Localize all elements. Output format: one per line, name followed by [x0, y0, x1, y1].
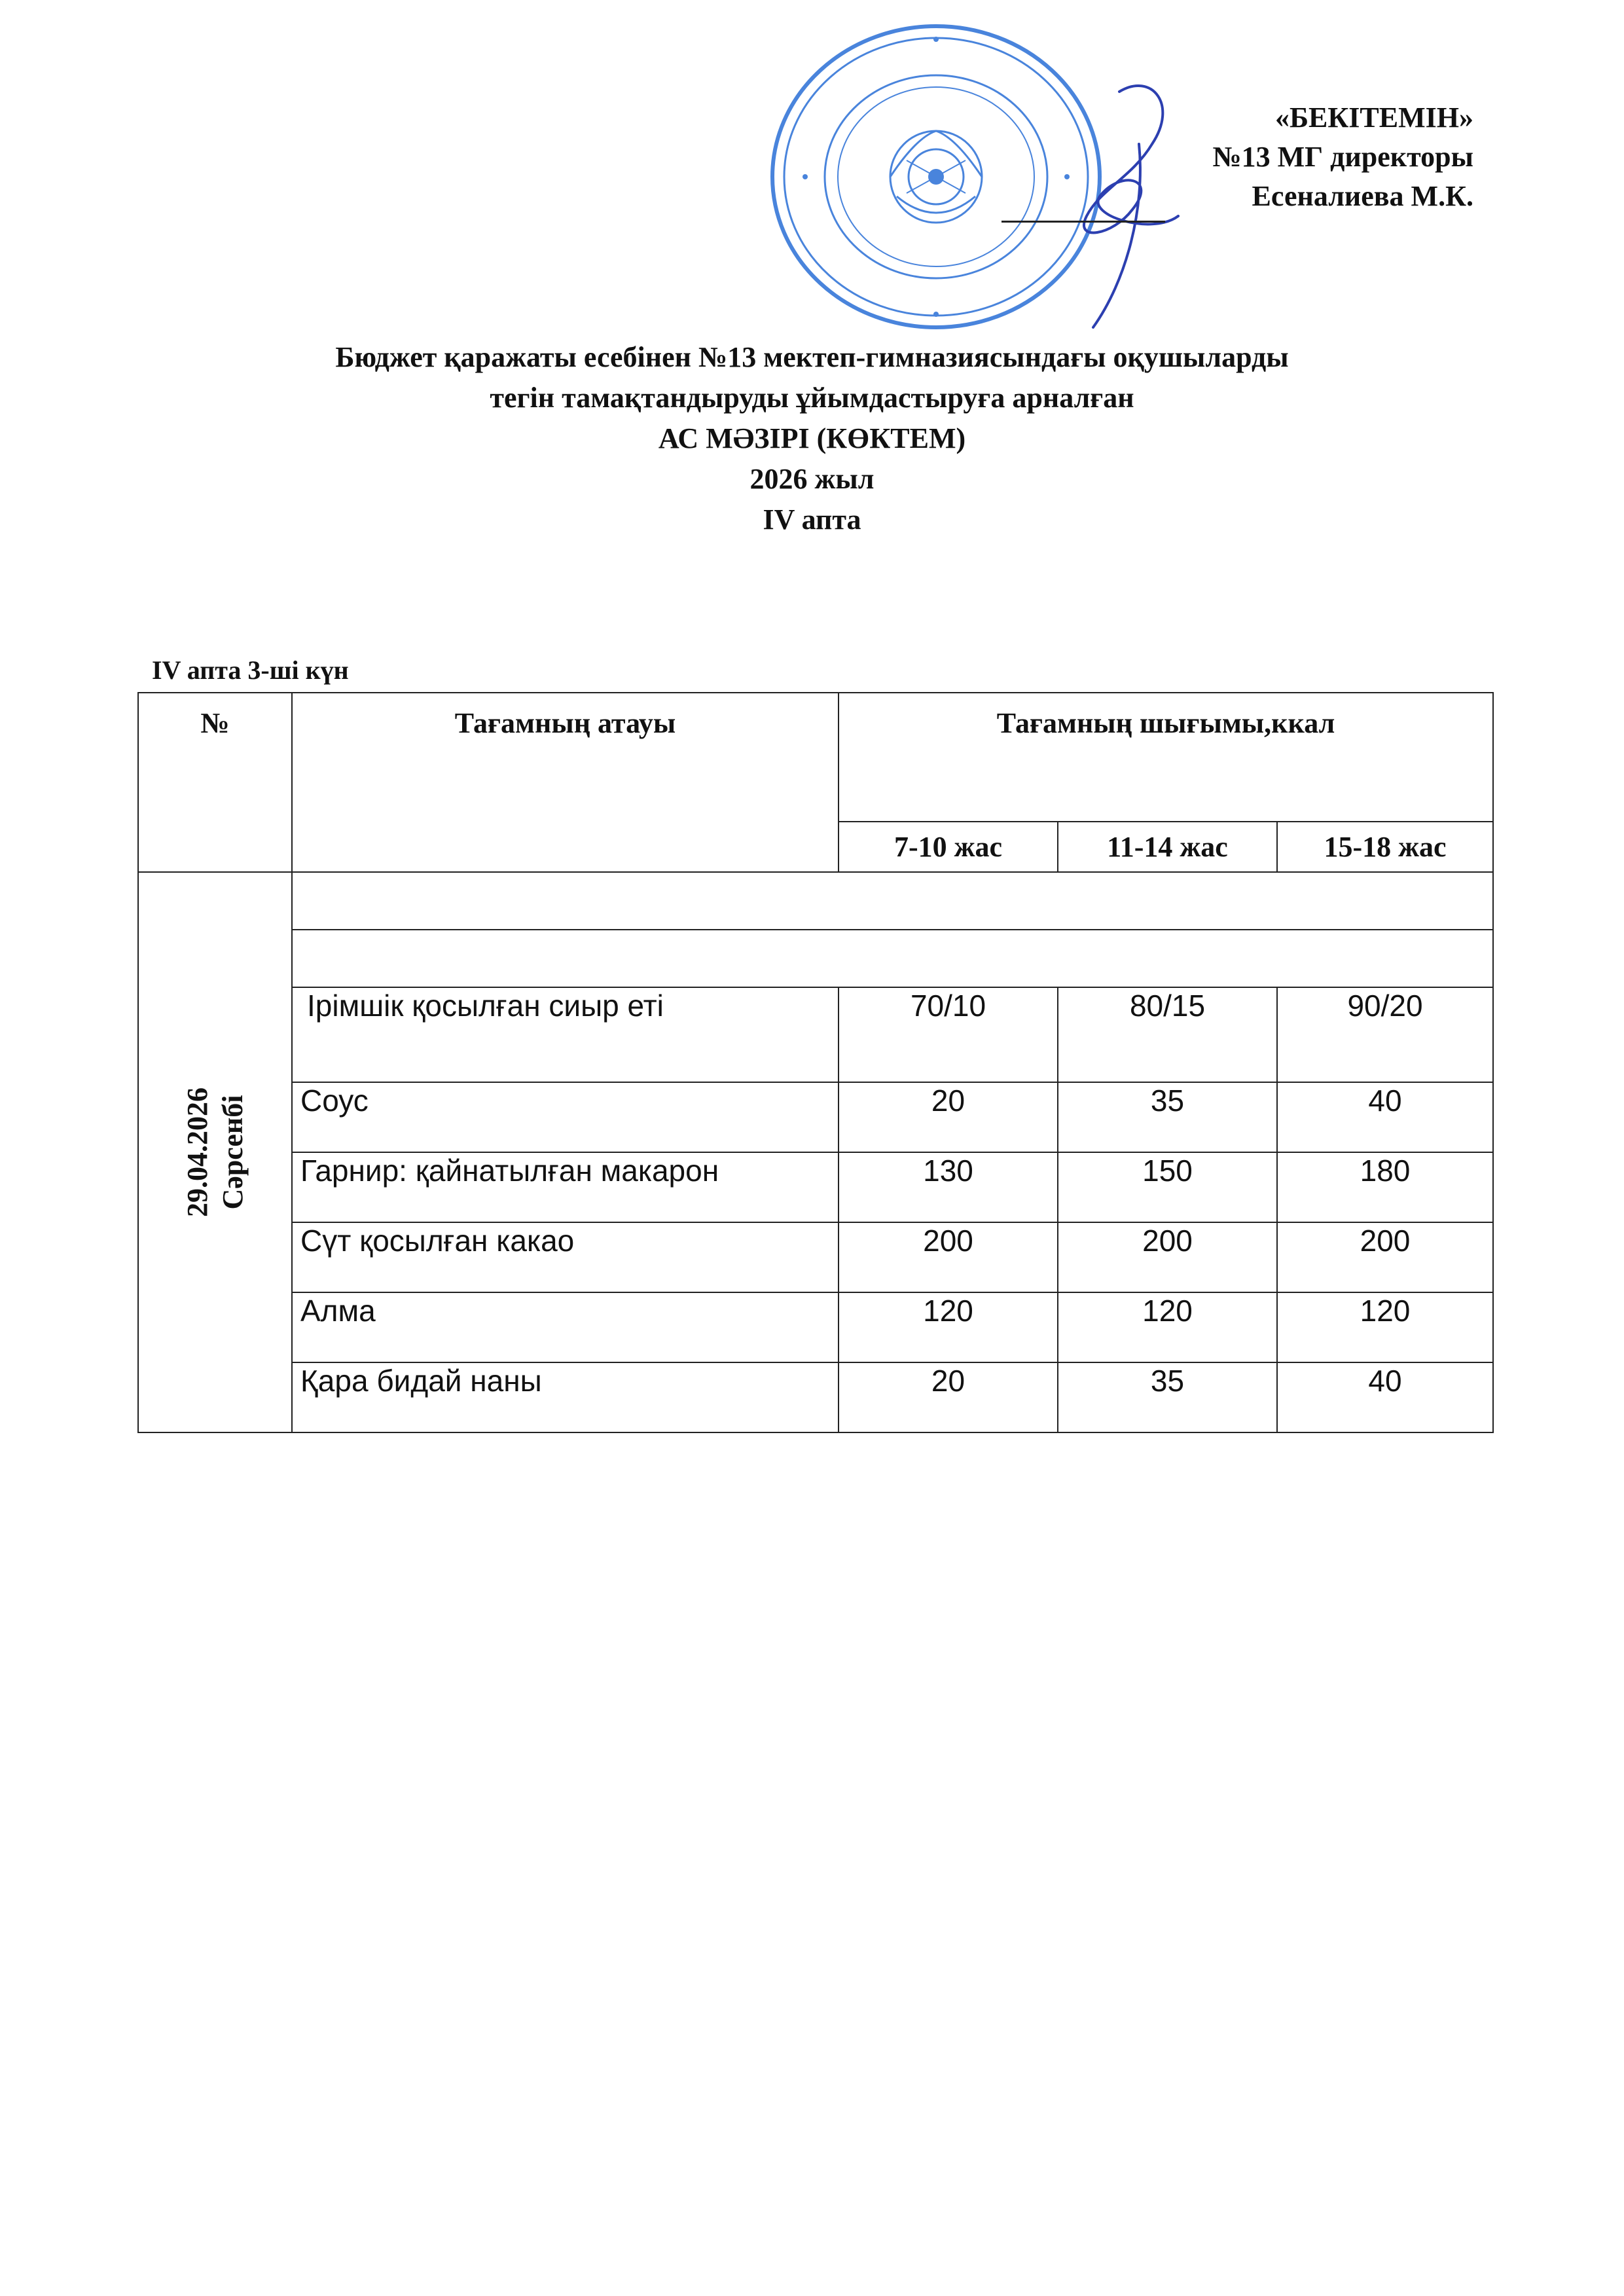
table-row-empty: [138, 930, 1493, 987]
yield-15-18: 40: [1277, 1082, 1493, 1152]
approval-block: [1212, 98, 1473, 216]
header-dish-name: Тағамның атауы: [292, 693, 839, 872]
approval-name: Есеналиева М.К.: [1252, 180, 1473, 212]
table-row: [138, 1082, 1493, 1152]
yield-11-14: 150: [1058, 1152, 1277, 1222]
day-caption: IV апта 3-ші күн: [152, 655, 349, 685]
date-label: [180, 1087, 251, 1217]
empty-cell: [292, 930, 1493, 987]
yield-11-14: 80/15: [1058, 987, 1277, 1082]
yield-11-14: 35: [1058, 1362, 1277, 1432]
dish-name: Алма: [292, 1292, 839, 1362]
table-row: [138, 1152, 1493, 1222]
date-cell: [138, 872, 292, 1432]
weekday-value: Сәрсенбі: [216, 1095, 249, 1210]
signature-line: [1001, 221, 1165, 223]
dish-name: Сүт қосылған какао: [292, 1222, 839, 1292]
header-age-15-18: 15-18 жас: [1277, 822, 1493, 872]
yield-11-14: 200: [1058, 1222, 1277, 1292]
yield-7-10: 120: [839, 1292, 1058, 1362]
yield-15-18: 90/20: [1277, 987, 1493, 1082]
yield-11-14: 120: [1058, 1292, 1277, 1362]
menu-table: [137, 692, 1494, 1433]
heading-line-3: АС МӘЗІРІ (КӨКТЕМ): [658, 422, 966, 454]
yield-7-10: 20: [839, 1082, 1058, 1152]
header-yield: Тағамның шығымы,ккал: [839, 693, 1493, 822]
table-row: [138, 1222, 1493, 1292]
table-row: [138, 987, 1493, 1082]
header-age-11-14: 11-14 жас: [1058, 822, 1277, 872]
yield-7-10: 200: [839, 1222, 1058, 1292]
table-row: [138, 1292, 1493, 1362]
empty-cell: [292, 872, 1493, 930]
table-header-row: [138, 693, 1493, 822]
yield-11-14: 35: [1058, 1082, 1277, 1152]
heading-line-1: Бюджет қаражаты есебінен №13 мектеп-гимназиясындағы оқушыларды: [335, 341, 1289, 373]
dish-name: Ірімшік қосылған сиыр еті: [292, 987, 839, 1082]
header-number: №: [138, 693, 292, 872]
yield-15-18: 120: [1277, 1292, 1493, 1362]
dish-name: Гарнир: қайнатылған макарон: [292, 1152, 839, 1222]
dish-name: Соус: [292, 1082, 839, 1152]
yield-7-10: 130: [839, 1152, 1058, 1222]
yield-7-10: 20: [839, 1362, 1058, 1432]
heading-line-2: тегін тамақтандыруды ұйымдастыруға арналған: [490, 382, 1134, 414]
table-row-empty: [138, 872, 1493, 930]
approval-title: «БЕКІТЕМІН»: [1274, 101, 1473, 134]
yield-15-18: 40: [1277, 1362, 1493, 1432]
header-age-7-10: 7-10 жас: [839, 822, 1058, 872]
yield-15-18: 200: [1277, 1222, 1493, 1292]
heading-line-5: IV апта: [763, 503, 861, 536]
director-signature: [1021, 65, 1218, 340]
date-value: 29.04.2026: [181, 1087, 213, 1217]
document-heading: [0, 337, 1624, 540]
yield-15-18: 180: [1277, 1152, 1493, 1222]
yield-7-10: 70/10: [839, 987, 1058, 1082]
heading-line-4: 2026 жыл: [749, 463, 875, 495]
table-row: [138, 1362, 1493, 1432]
approval-position: №13 МГ директоры: [1212, 141, 1473, 173]
dish-name: Қара бидай наны: [292, 1362, 839, 1432]
